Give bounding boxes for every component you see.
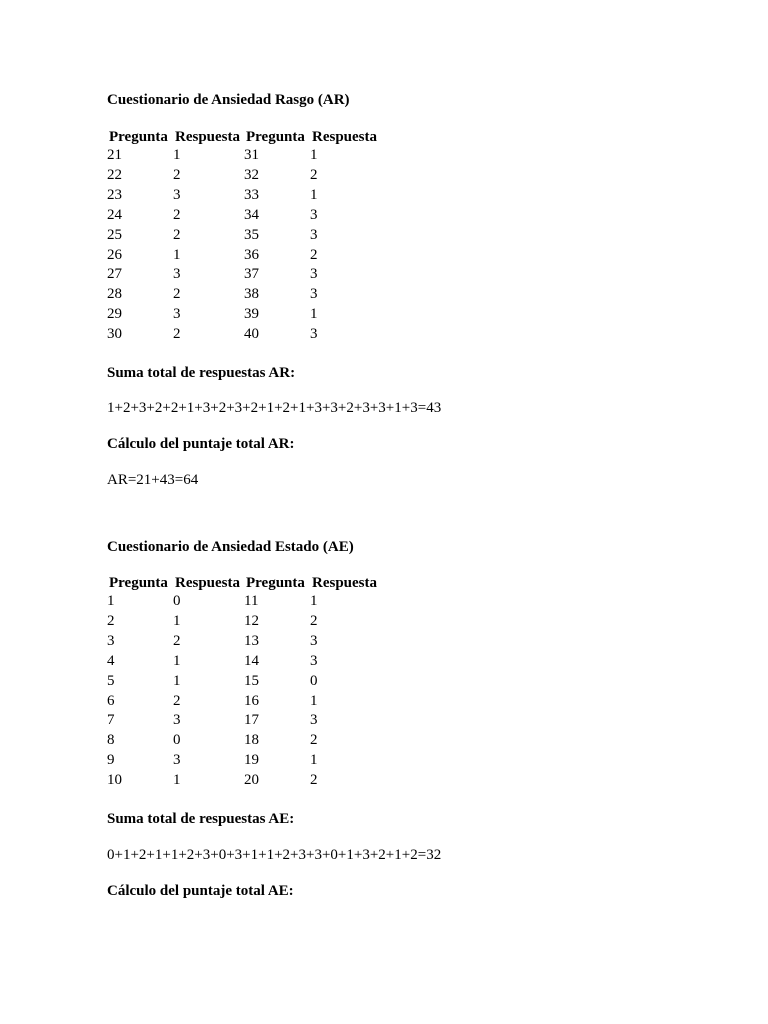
answer-cell: 2: [310, 772, 318, 789]
question-cell: 38: [244, 286, 259, 303]
answer-cell: 2: [173, 166, 181, 183]
answer-cell: 3: [310, 632, 318, 649]
answer-cell: 2: [310, 612, 318, 629]
question-cell: 39: [244, 306, 259, 323]
answer-cell: 3: [310, 712, 318, 729]
question-cell: 16: [244, 692, 259, 709]
answer-cell: 1: [310, 147, 318, 163]
table-row: [107, 186, 382, 206]
column-header: Respuesta: [175, 575, 241, 591]
question-cell: 21: [107, 147, 122, 163]
column-header: Respuesta: [175, 129, 241, 145]
column-header: Respuesta: [312, 575, 378, 591]
question-cell: 20: [244, 772, 259, 789]
answer-cell: 2: [173, 286, 181, 303]
answer-cell: 3: [310, 266, 318, 283]
answer-cell: 2: [173, 226, 181, 243]
table-row: [107, 692, 382, 712]
answer-cell: 1: [310, 692, 318, 709]
table-row: [107, 166, 382, 186]
ar-title: Cuestionario de Ansiedad Rasgo (AR): [107, 92, 350, 108]
answer-cell: 3: [173, 752, 181, 769]
answer-cell: 2: [310, 166, 318, 183]
ae-sum-expression: 0+1+2+1+1+2+3+0+3+1+1+2+3+3+0+1+3+2+1+2=32: [107, 847, 442, 863]
answer-cell: 1: [310, 306, 318, 323]
ar-calc-expression: AR=21+43=64: [107, 472, 199, 488]
column-header: Pregunta: [246, 129, 305, 145]
question-cell: 18: [244, 732, 259, 749]
question-cell: 9: [107, 752, 115, 769]
answer-cell: 1: [173, 612, 181, 629]
question-cell: 17: [244, 712, 259, 729]
table-row: [107, 325, 382, 345]
question-cell: 28: [107, 286, 122, 303]
question-cell: 26: [107, 246, 122, 263]
answer-cell: 3: [310, 326, 318, 343]
answer-cell: 1: [310, 752, 318, 769]
question-cell: 3: [107, 632, 115, 649]
question-cell: 29: [107, 306, 122, 323]
question-cell: 2: [107, 612, 115, 629]
answer-cell: 3: [173, 186, 181, 203]
answer-cell: 1: [173, 652, 181, 669]
answer-cell: 1: [173, 246, 181, 263]
question-cell: 6: [107, 692, 115, 709]
question-cell: 32: [244, 166, 259, 183]
column-header: Respuesta: [312, 129, 378, 145]
question-cell: 5: [107, 672, 115, 689]
answer-cell: 2: [310, 246, 318, 263]
table-row: [107, 305, 382, 325]
question-cell: 8: [107, 732, 115, 749]
table-row: [107, 226, 382, 246]
table-row: [107, 285, 382, 305]
table-row: [107, 711, 382, 731]
question-cell: 13: [244, 632, 259, 649]
answer-cell: 1: [310, 593, 318, 609]
question-cell: 10: [107, 772, 122, 789]
ar-sum-expression: 1+2+3+2+2+1+3+2+3+2+1+2+1+3+3+2+3+3+1+3=43: [107, 400, 442, 416]
column-header: Pregunta: [109, 129, 168, 145]
answer-cell: 1: [173, 772, 181, 789]
ae-answers-table: [107, 574, 382, 791]
table-row: [107, 265, 382, 285]
table-header-row: [107, 574, 382, 592]
table-header-row: [107, 128, 382, 146]
question-cell: 22: [107, 166, 122, 183]
column-header: Pregunta: [109, 575, 168, 591]
table-row: [107, 146, 382, 166]
answer-cell: 1: [173, 672, 181, 689]
table-row: [107, 206, 382, 226]
question-cell: 25: [107, 226, 122, 243]
question-cell: 12: [244, 612, 259, 629]
question-cell: 19: [244, 752, 259, 769]
answer-cell: 0: [173, 732, 181, 749]
table-row: [107, 652, 382, 672]
answer-cell: 2: [310, 732, 318, 749]
ae-calc-heading: Cálculo del puntaje total AE:: [107, 883, 294, 899]
answer-cell: 1: [173, 147, 181, 163]
question-cell: 14: [244, 652, 259, 669]
ae-sum-heading: Suma total de respuestas AE:: [107, 811, 295, 827]
answer-cell: 2: [173, 692, 181, 709]
answer-cell: 3: [173, 712, 181, 729]
question-cell: 35: [244, 226, 259, 243]
answer-cell: 3: [173, 306, 181, 323]
answer-cell: 0: [310, 672, 318, 689]
question-cell: 4: [107, 652, 115, 669]
answer-cell: 2: [173, 632, 181, 649]
question-cell: 36: [244, 246, 259, 263]
table-row: [107, 771, 382, 791]
question-cell: 40: [244, 326, 259, 343]
ar-answers-table: [107, 128, 382, 345]
table-row: [107, 246, 382, 266]
answer-cell: 0: [173, 593, 181, 609]
answer-cell: 3: [310, 226, 318, 243]
answer-cell: 2: [173, 326, 181, 343]
table-row: [107, 751, 382, 771]
answer-cell: 3: [310, 286, 318, 303]
question-cell: 23: [107, 186, 122, 203]
question-cell: 30: [107, 326, 122, 343]
question-cell: 37: [244, 266, 259, 283]
question-cell: 15: [244, 672, 259, 689]
table-row: [107, 612, 382, 632]
ae-title: Cuestionario de Ansiedad Estado (AE): [107, 539, 354, 555]
ar-sum-heading: Suma total de respuestas AR:: [107, 365, 296, 381]
question-cell: 1: [107, 593, 115, 609]
ar-calc-heading: Cálculo del puntaje total AR:: [107, 436, 295, 452]
table-row: [107, 672, 382, 692]
question-cell: 11: [244, 593, 259, 609]
table-row: [107, 592, 382, 612]
question-cell: 27: [107, 266, 122, 283]
question-cell: 7: [107, 712, 115, 729]
column-header: Pregunta: [246, 575, 305, 591]
question-cell: 34: [244, 206, 259, 223]
question-cell: 31: [244, 147, 259, 163]
answer-cell: 3: [173, 266, 181, 283]
question-cell: 33: [244, 186, 259, 203]
table-row: [107, 632, 382, 652]
answer-cell: 2: [173, 206, 181, 223]
answer-cell: 3: [310, 652, 318, 669]
answer-cell: 3: [310, 206, 318, 223]
question-cell: 24: [107, 206, 122, 223]
table-row: [107, 731, 382, 751]
answer-cell: 1: [310, 186, 318, 203]
